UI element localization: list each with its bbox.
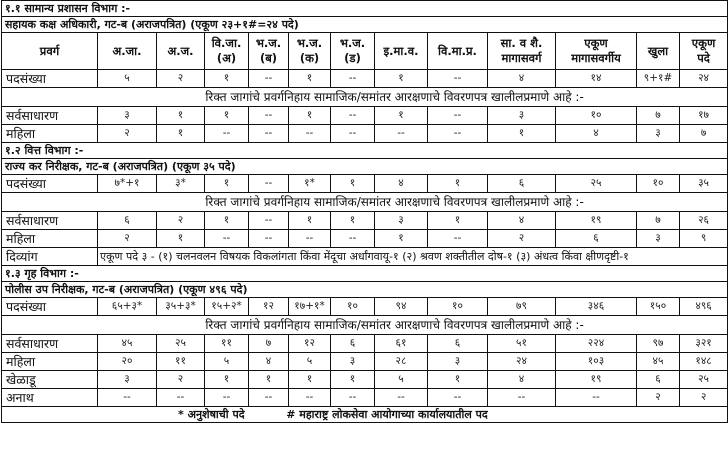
section-title-home: १.३ गृह विभाग :- [2, 266, 728, 282]
post-title-police-sub-inspector: पोलीस उप निरीक्षक, गट-ब (अराजपत्रित) (एकूण ४९६ पदे) [2, 282, 728, 298]
table-row-women: महिला २ १ -- -- -- -- १ -- २ ६ ३ ९ [2, 230, 728, 248]
header-category: प्रवर्ग [2, 33, 98, 70]
footnote-asterisk: * अनुशेषाची पदे [178, 408, 245, 421]
reservation-note: रिक्त जागांचे प्रवर्गनिहाय सामाजिक/समांतर आरक्षणाचे विवरणपत्र खालीलप्रमाणे आहे :- [2, 88, 728, 107]
recruitment-vacancy-table [1, 0, 728, 423]
header-sebc: सा. व शै. मागासवर्ग [488, 33, 556, 70]
table-row-divyang: दिव्यांग एकूण पदे ३ - (१) चलनवलन विषयक विकलांगता किंवा मेंदूचा अर्धांगवायू-१ (२) श्रवण शक्तीतील दोष-१ (३) अंधत्व किंवा क्षीणदृष्टी-१ [2, 248, 728, 266]
post-title-assistant-section-officer: सहायक कक्ष अधिकारी, गट-ब (अराजपत्रित) (एकूण २३+१#=२४ पदे) [2, 17, 728, 33]
divyang-details: एकूण पदे ३ - (१) चलनवलन विषयक विकलांगता किंवा मेंदूचा अर्धांगवायू-१ (२) श्रवण शक्तीतील दोष-१ (३) अंधत्व किंवा क्षीणदृष्टी-१ [98, 248, 728, 266]
header-obc: इ.मा.व. [375, 33, 428, 70]
header-total-backward: एकूण मागासवर्गीय [556, 33, 637, 70]
header-sbc: वि.मा.प्र. [428, 33, 488, 70]
table-row-women: महिला २० ११ ५ ४ ५ ३ २८ ३ २४ १०३ ४५ १४८ [2, 353, 728, 371]
table-row-general: सर्वसाधारण ४५ २५ ११ ७ १२ ६ ६१ ६ ५१ २२४ ९७ ३२१ [2, 335, 728, 353]
section-title-general-admin: १.१ सामान्य प्रशासन विभाग :- [2, 1, 728, 17]
table-row-orphan: अनाथ -- -- -- -- -- -- -- -- -- -- २ २ [2, 389, 728, 407]
table-row-women: महिला २ १ -- -- -- -- -- -- १ ४ ३ ७ [2, 125, 728, 143]
table-row-posts: पदसंख्या ६५+३* ३५+३* १५+२* १२ १७+१* १० ९४ १० ७९ ३४६ १५० ४९६ [2, 298, 728, 316]
table-row-sports: खेळाडू ३ २ १ १ १ १ ५ १ ४ १९ ६ २५ [2, 371, 728, 389]
footnote-hash: # महाराष्ट्र लोकसेवा आयोगाच्या कार्यालयातील पद [286, 408, 488, 421]
footnotes [2, 407, 728, 423]
post-title-state-tax-inspector: राज्य कर निरीक्षक, गट-ब (अराजपत्रित) (एकूण ३५ पदे) [2, 159, 728, 175]
section-title-finance: १.२ वित्त विभाग :- [2, 143, 728, 159]
header-ntc: भ.ज. (क) [289, 33, 331, 70]
table-row-posts: पदसंख्या ७*+१ ३* १ -- १* १ ४ १ ६ २५ १० ३५ [2, 175, 728, 193]
table-row-general: सर्वसाधारण ३ १ १ -- १ -- १ -- ३ १० ७ १७ [2, 107, 728, 125]
header-sc: अ.जा. [98, 33, 157, 70]
header-open: खुला [637, 33, 680, 70]
header-vja: वि.जा. (अ) [205, 33, 249, 70]
reservation-note: रिक्त जागांचे प्रवर्गनिहाय सामाजिक/समांतर आरक्षणाचे विवरणपत्र खालीलप्रमाणे आहे :- [2, 316, 728, 335]
table-row-general: सर्वसाधारण ६ २ १ -- १ १ ३ १ ४ १९ ७ २६ [2, 212, 728, 230]
header-total-posts: एकूण पदे [680, 33, 728, 70]
header-ntb: भ.ज. (ब) [249, 33, 289, 70]
table-row-posts: पदसंख्या ५ २ १ -- १ -- १ -- ४ १४ ९+१# २४ [2, 70, 728, 88]
table-header-row [2, 33, 728, 70]
reservation-note: रिक्त जागांचे प्रवर्गनिहाय सामाजिक/समांतर आरक्षणाचे विवरणपत्र खालीलप्रमाणे आहे :- [2, 193, 728, 212]
header-ntd: भ.ज. (ड) [331, 33, 375, 70]
header-st: अ.ज. [157, 33, 205, 70]
